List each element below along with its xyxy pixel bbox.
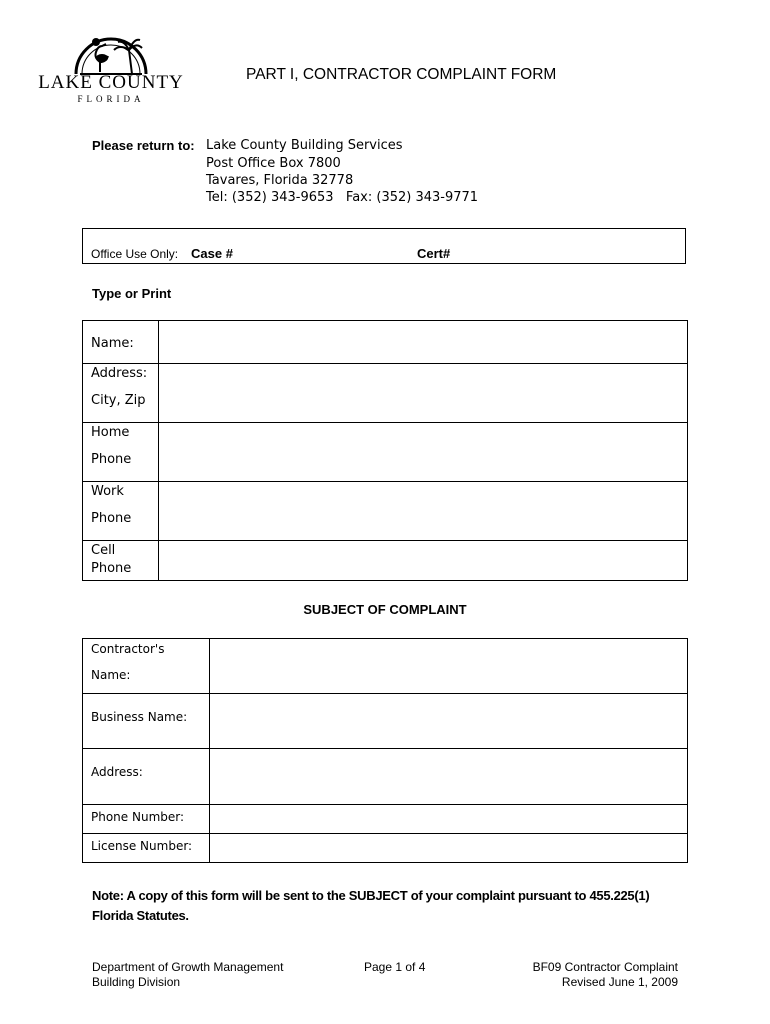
- heron-seal-icon: [36, 28, 186, 76]
- return-line-3: Tavares, Florida 32778: [206, 173, 354, 188]
- license-number-input[interactable]: [210, 834, 687, 851]
- footer-right: [533, 960, 678, 990]
- footer-form-id: BF09 Contractor Complaint: [532, 960, 678, 974]
- work-phone-label: Work Phone: [83, 482, 159, 541]
- address-label: Address: City, Zip: [83, 364, 159, 423]
- work-phone-field[interactable]: [159, 482, 688, 541]
- business-name-field[interactable]: [210, 694, 688, 749]
- cell-phone-label: Cell Phone: [83, 541, 159, 581]
- phone-number-field[interactable]: [210, 805, 688, 834]
- work-phone-input[interactable]: [159, 482, 687, 499]
- complainant-table: [82, 320, 688, 581]
- form-title: PART I, CONTRACTOR COMPLAINT FORM: [246, 66, 557, 83]
- license-number-label: License Number:: [83, 834, 210, 863]
- note-text: Note: A copy of this form will be sent to the SUBJECT of your complaint pursuant to 455.225(1) Florida Statutes.: [92, 888, 650, 923]
- home-phone-label: Home Phone: [83, 423, 159, 482]
- address-field[interactable]: [159, 364, 688, 423]
- contractor-name-field[interactable]: [210, 639, 688, 694]
- type-or-print-heading: Type or Print: [92, 286, 172, 301]
- subject-address-field[interactable]: [210, 749, 688, 805]
- subject-heading: SUBJECT OF COMPLAINT: [303, 602, 467, 617]
- phone-number-input[interactable]: [210, 805, 687, 822]
- subject-address-label: Address:: [83, 749, 210, 805]
- footer-revised: Revised June 1, 2009: [561, 975, 678, 989]
- footer-page-number: Page 1 of 4: [364, 960, 426, 974]
- logo-subtitle: FLORIDA: [77, 94, 145, 104]
- return-line-4: Tel: (352) 343-9653 Fax: (352) 343-9771: [206, 190, 479, 205]
- address-input[interactable]: [159, 364, 687, 381]
- name-field[interactable]: [159, 321, 688, 364]
- business-name-label: Business Name:: [83, 694, 210, 749]
- subject-address-input[interactable]: [210, 749, 687, 766]
- return-label: Please return to:: [92, 138, 195, 153]
- return-line-2: Post Office Box 7800: [206, 156, 341, 171]
- license-number-field[interactable]: [210, 834, 688, 863]
- cert-number-label: Cert#: [417, 246, 451, 261]
- name-input[interactable]: [159, 321, 687, 338]
- logo-name: LAKE COUNTY: [38, 72, 184, 93]
- home-phone-field[interactable]: [159, 423, 688, 482]
- cell-phone-input[interactable]: [159, 541, 687, 558]
- return-line-1: Lake County Building Services: [206, 138, 403, 153]
- contractor-name-label: Contractor's Name:: [83, 639, 210, 694]
- contractor-name-input[interactable]: [210, 639, 687, 656]
- case-number-label: Case #: [191, 246, 233, 261]
- business-name-input[interactable]: [210, 694, 687, 711]
- office-use-box: [82, 228, 686, 264]
- subject-table: [82, 638, 688, 863]
- footer-department: Department of Growth Management: [92, 960, 284, 974]
- phone-number-label: Phone Number:: [83, 805, 210, 834]
- footer-left: [92, 960, 283, 990]
- name-label: Name:: [83, 321, 159, 364]
- footer-division: Building Division: [92, 975, 181, 989]
- home-phone-input[interactable]: [159, 423, 687, 440]
- office-use-label: Office Use Only:: [91, 247, 179, 261]
- lake-county-logo: [36, 28, 186, 110]
- cell-phone-field[interactable]: [159, 541, 688, 581]
